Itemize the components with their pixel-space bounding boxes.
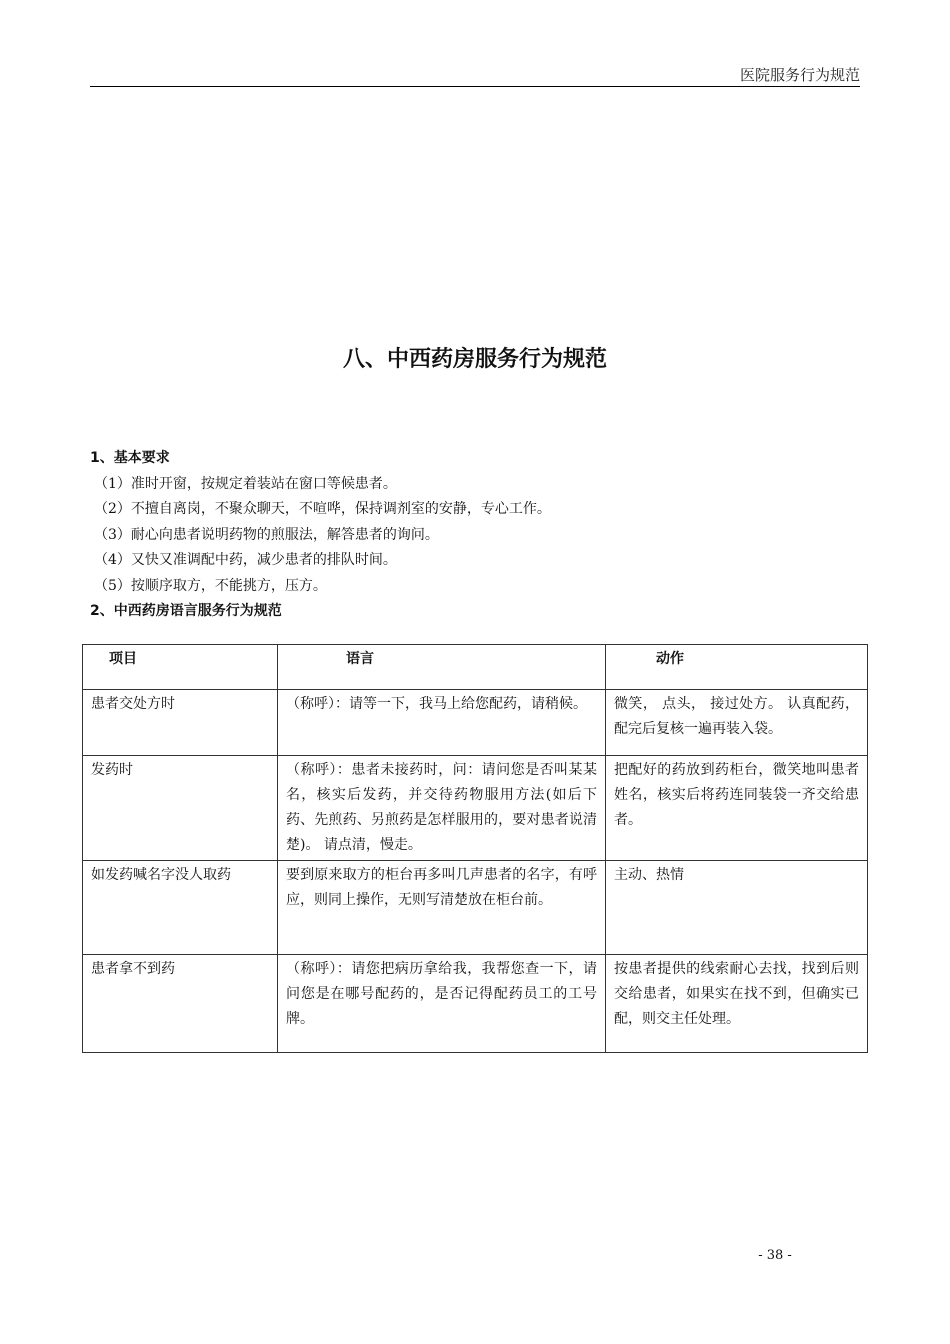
- document-body: [90, 446, 870, 625]
- page-number: - 38 -: [758, 1248, 792, 1263]
- requirement-item: （3）耐心向患者说明药物的煎服法，解答患者的询问。: [94, 526, 439, 543]
- column-header-language: 语言: [278, 645, 606, 690]
- section-heading-basic-requirements: 1、基本要求: [90, 450, 170, 466]
- column-header-action: 动作: [606, 645, 868, 690]
- table-row: [83, 861, 868, 955]
- table-cell: 如发药喊名字没人取药: [83, 861, 278, 955]
- table-cell: （称呼）：请等一下，我马上给您配药，请稍候。: [278, 690, 606, 756]
- service-behavior-table: [82, 644, 868, 1053]
- table-cell: 主动、热情: [606, 861, 868, 955]
- requirement-item: （5）按顺序取方，不能挑方，压方。: [94, 577, 327, 594]
- table-cell: 患者交处方时: [83, 690, 278, 756]
- requirement-item: （2）不擅自离岗，不聚众聊天，不喧哗，保持调剂室的安静，专心工作。: [94, 501, 551, 517]
- header-title: 医院服务行为规范: [739, 66, 860, 84]
- table-row: [83, 955, 868, 1053]
- table-cell: 把配好的药放到药柜台，微笑地叫患者姓名，核实后将药连同装袋一齐交给患者。: [606, 756, 868, 861]
- table-row: [83, 690, 868, 756]
- requirement-item: （4）又快又准调配中药，减少患者的排队时间。: [94, 552, 397, 568]
- table-cell: 患者拿不到药: [83, 955, 278, 1053]
- page-title: 八、中西药房服务行为规范: [342, 347, 607, 372]
- requirement-item: （1）准时开窗，按规定着装站在窗口等候患者。: [94, 475, 397, 492]
- table-cell: （称呼）：请您把病历拿给我，我帮您查一下，请问您是在哪号配药的，是否记得配药员工的工号牌。: [278, 955, 606, 1053]
- column-header-item: 项目: [83, 645, 278, 690]
- section-heading-language-service: 2、中西药房语言服务行为规范: [90, 603, 282, 619]
- table-cell: （称呼）：患者未接药时，问：请问您是否叫某某名，核实后发药，并交待药物服用方法(如后下药、先煎药、另煎药是怎样服用的，要对患者说清楚)。 请点清，慢走。: [278, 756, 606, 861]
- table-cell: 要到原来取方的柜台再多叫几声患者的名字，有呼应，则同上操作，无则写清楚放在柜台前。: [278, 861, 606, 955]
- table-cell: 按患者提供的线索耐心去找，找到后则交给患者，如果实在找不到，但确实已配，则交主任处理。: [606, 955, 868, 1053]
- table-row: [83, 756, 868, 861]
- table-cell: 微笑， 点头， 接过处方。 认真配药，配完后复核一遍再装入袋。: [606, 690, 868, 756]
- header-rule: [90, 86, 860, 87]
- table-header-row: [83, 645, 868, 690]
- table-cell: 发药时: [83, 756, 278, 861]
